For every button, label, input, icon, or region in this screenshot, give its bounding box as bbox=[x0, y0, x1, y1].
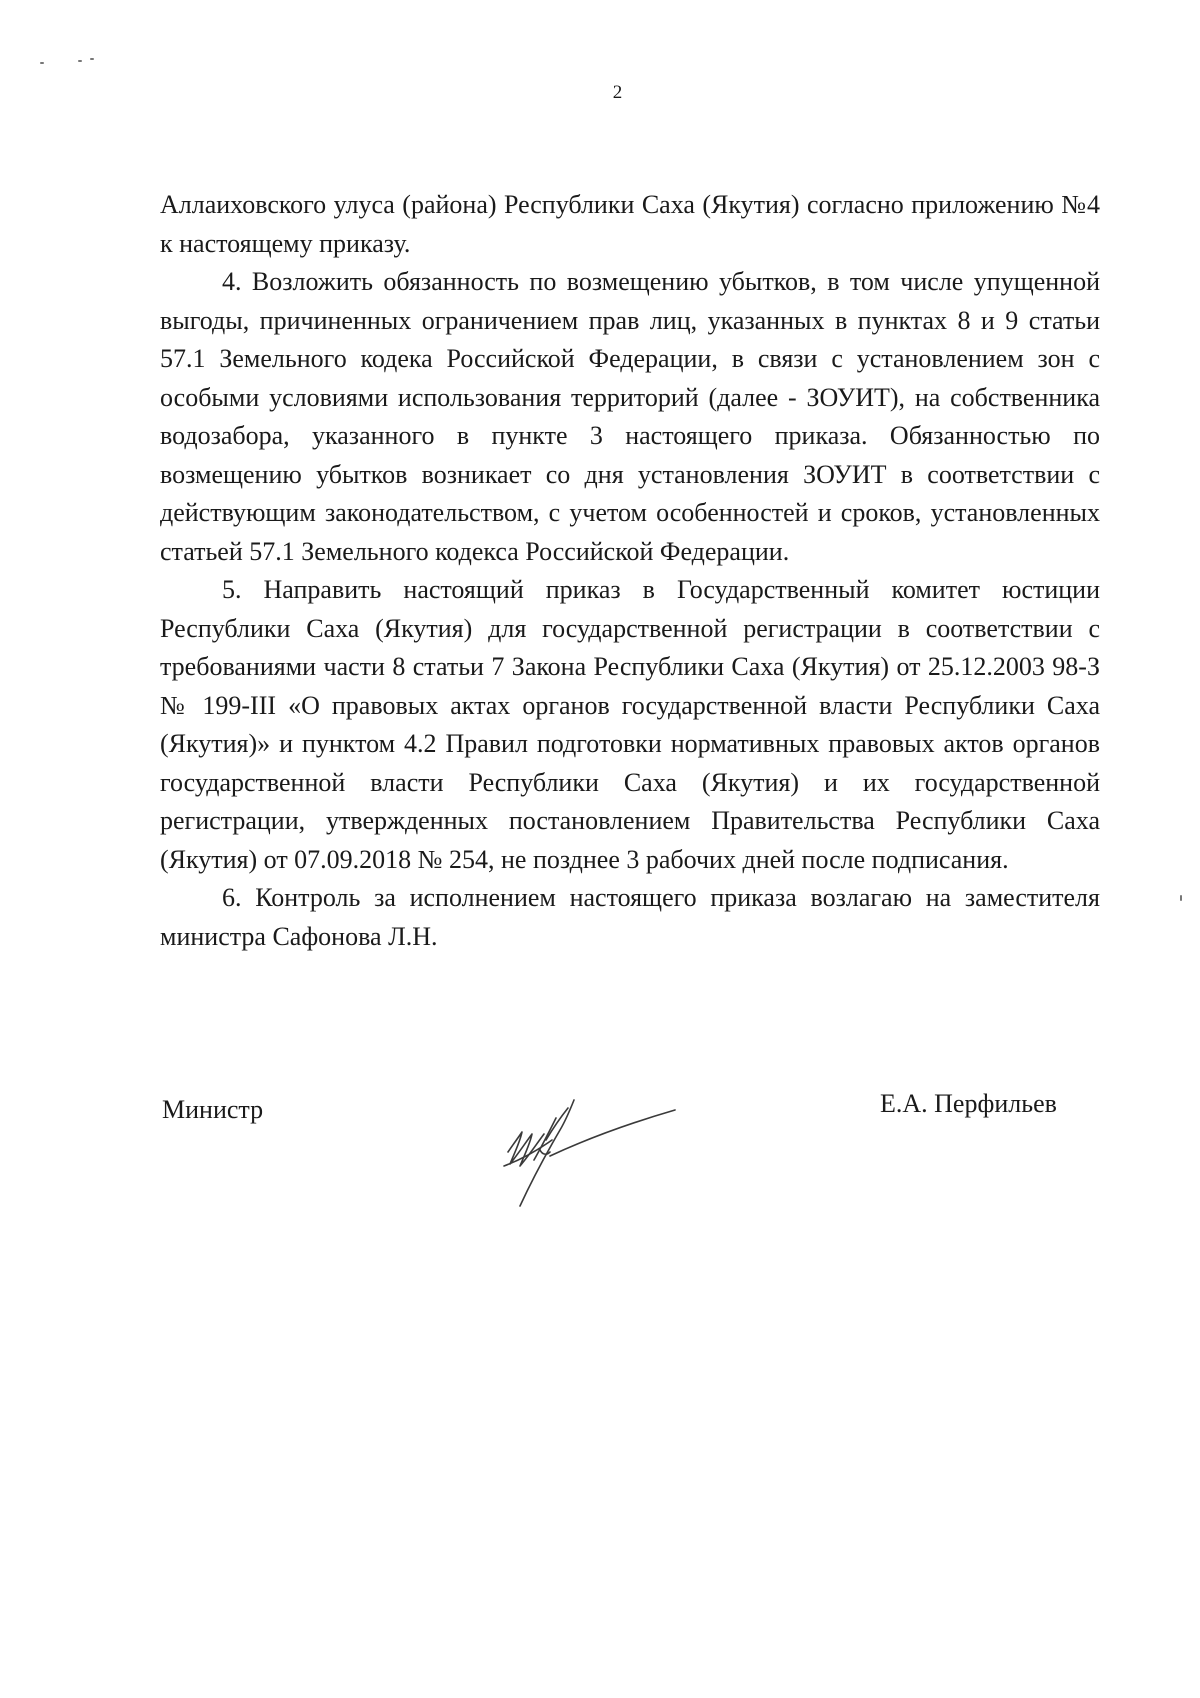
paragraph-continuation: Аллаиховского улуса (района) Республики Саха (Якутия) согласно приложению №4 к настоящему приказу. bbox=[160, 190, 1100, 258]
scan-speck bbox=[78, 60, 82, 62]
paragraph-item-6: 6. Контроль за исполнением настоящего приказа возлагаю на заместителя министра Сафонова Л.Н. bbox=[160, 883, 1100, 951]
scan-speck bbox=[90, 58, 94, 60]
scan-speck bbox=[40, 62, 44, 64]
page-number: 2 bbox=[612, 82, 623, 103]
scan-speck bbox=[1180, 895, 1182, 901]
signatory-title: Министр bbox=[162, 1095, 264, 1124]
signatory-name: Е.А. Перфильев bbox=[880, 1089, 1057, 1118]
paragraph-item-5: 5. Направить настоящий приказ в Государственный комитет юстиции Республики Саха (Якутия) для государственной регистрации в соответствии с требованиями части 8 статьи 7 Закона Республики Саха (Якутия) от 25.12.2003 98-З № 199-III «О правовых актах органов государственной власти Республики Саха (Якутия)» и пунктом 4.2 Правил подготовки нормативных правовых актов органов государственной власти Республики Саха (Якутия) и их государственной регистрации, утвержденных постановлением Правительства Республики Саха (Якутия) от 07.09.2018 № 254, не позднее 3 рабочих дней после подписания. bbox=[160, 575, 1100, 874]
paragraph-item-4: 4. Возложить обязанность по возмещению убытков, в том числе упущенной выгоды, причиненных ограничением прав лиц, указанных в пунктах 8 и 9 статьи 57.1 Земельного кодека Российской Федерации, в связи с установлением зон с особыми условиями использования территорий (далее - ЗОУИТ), на собственника водозабора, указанного в пункте 3 настоящего приказа. Обязанностью по возмещению убытков возникает со дня установления ЗОУИТ в соответствии с действующим законодательством, с учетом особенностей и сроков, установленных статьей 57.1 Земельного кодекса Российской Федерации. bbox=[160, 267, 1100, 566]
document-body bbox=[160, 186, 1100, 956]
handwritten-signature bbox=[490, 1080, 680, 1210]
